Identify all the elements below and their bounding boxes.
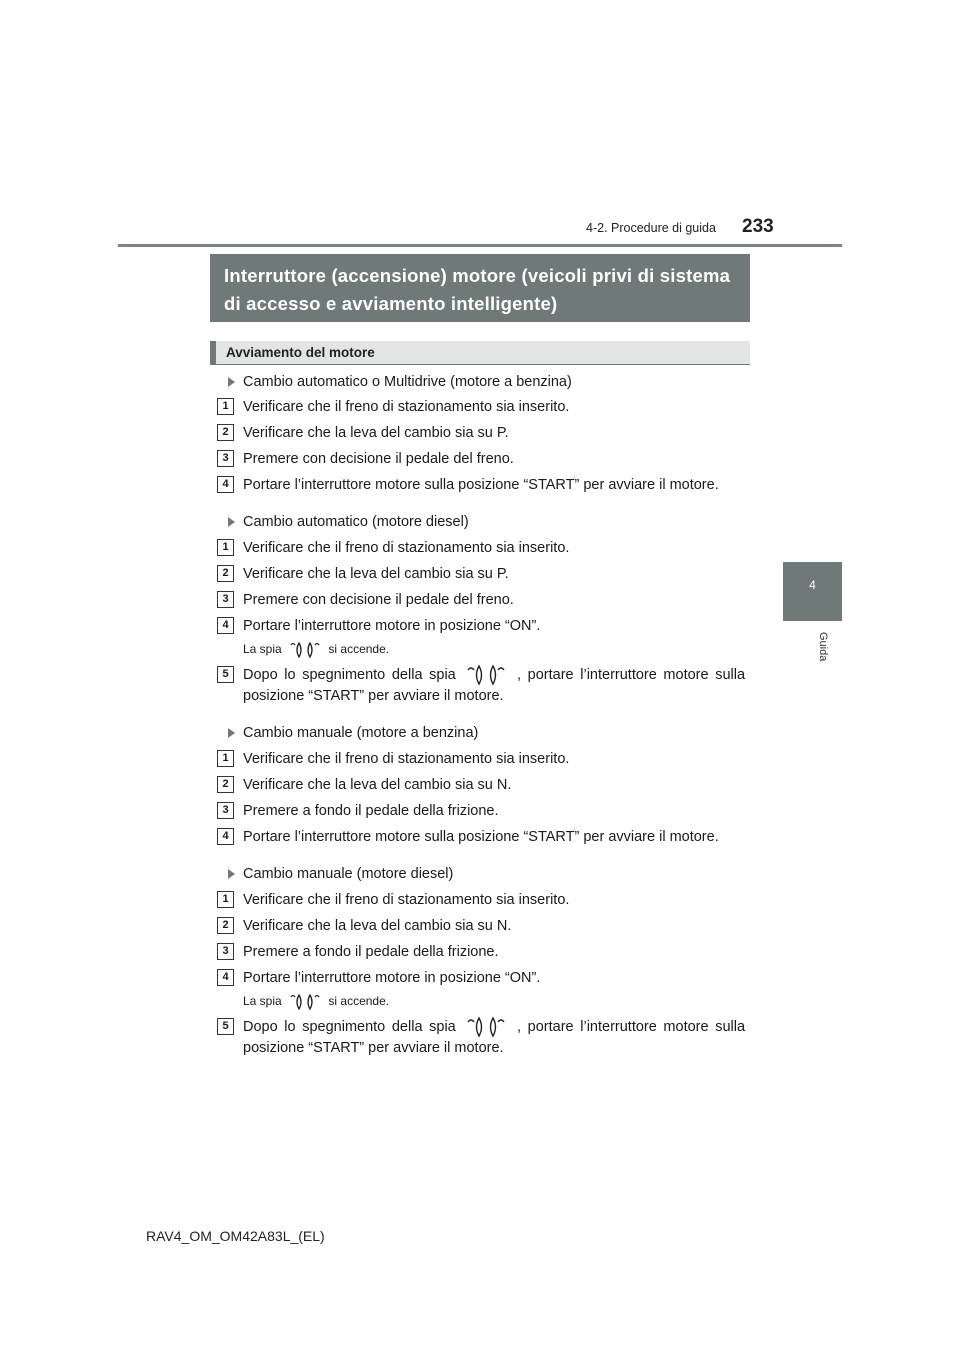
group-title: Cambio automatico (motore diesel) [243,512,750,532]
step-text: Premere a fondo il pedale della frizione. [243,803,499,819]
step-text: Premere con decisione il pedale del freno. [243,451,514,467]
step-text: Portare l’interruttore motore sulla posizione “START” per avviare il motore. [243,829,719,845]
glow-plug-indicator-icon [289,641,321,659]
group-title: Cambio manuale (motore a benzina) [243,723,750,743]
note-before: La spia [243,994,282,1008]
note-text [243,992,389,1011]
page-title: Interruttore (accensione) motore (veicoli privi di sistema di accesso e avviamento intelligente) [210,254,750,322]
chapter-tab-label: Guida [817,632,829,662]
step-text: Portare l’interruttore motore in posizione “ON”. [243,618,541,634]
step-number: 3 [217,802,234,819]
section-label: 4-2. Procedure di guida [586,221,716,235]
group-title: Cambio automatico o Multidrive (motore a benzina) [243,372,750,392]
note-text [243,640,389,659]
step-number: 3 [217,450,234,467]
step-number: 4 [217,969,234,986]
note-before: La spia [243,642,282,656]
step-text: Verificare che la leva del cambio sia su P. [243,425,509,441]
step5-before: Dopo lo spegnimento della spia [243,1018,456,1035]
step-number: 1 [217,539,234,556]
step-text: Verificare che il freno di stazionamento sia inserito. [243,540,570,556]
step-text: Portare l’interruttore motore in posizione “ON”. [243,970,541,986]
note-after: si accende. [328,994,390,1008]
step-number: 2 [217,424,234,441]
step5-after: , portare l’interruttore motore sulla posizione “START” per avviare il motore. [243,666,746,704]
step-text: Verificare che il freno di stazionamento sia inserito. [243,751,570,767]
chapter-tab-number: 4 [809,578,816,592]
glow-plug-indicator-icon [289,993,321,1011]
header-rule [118,244,842,247]
step5-after: , portare l’interruttore motore sulla posizione “START” per avviare il motore. [243,1018,746,1056]
step-text: Verificare che la leva del cambio sia su P. [243,566,509,582]
step-number: 4 [217,828,234,845]
step5-before: Dopo lo spegnimento della spia [243,666,456,683]
step-number: 3 [217,591,234,608]
glow-plug-indicator-icon [466,664,506,686]
step-text: Premere con decisione il pedale del freno. [243,592,514,608]
step-number: 5 [217,1018,234,1035]
step-number: 5 [217,666,234,683]
page-number: 233 [742,216,774,237]
step-text [243,664,745,707]
section-subheading: Avviamento del motore [210,341,750,365]
glow-plug-indicator-icon [466,1016,506,1038]
document-code: RAV4_OM_OM42A83L_(EL) [146,1228,325,1244]
chapter-tab[interactable] [783,562,842,621]
step-number: 2 [217,917,234,934]
step-number: 2 [217,565,234,582]
step-number: 4 [217,476,234,493]
step-number: 1 [217,398,234,415]
step-number: 1 [217,750,234,767]
step-number: 3 [217,943,234,960]
step-number: 4 [217,617,234,634]
step-text [243,1016,745,1059]
step-number: 1 [217,891,234,908]
step-text: Verificare che il freno di stazionamento sia inserito. [243,399,570,415]
step-text: Premere a fondo il pedale della frizione. [243,944,499,960]
step-number: 2 [217,776,234,793]
step-text: Verificare che la leva del cambio sia su N. [243,777,512,793]
step-text: Verificare che il freno di stazionamento sia inserito. [243,892,570,908]
step-text: Verificare che la leva del cambio sia su N. [243,918,512,934]
step-text: Portare l’interruttore motore sulla posizione “START” per avviare il motore. [243,477,719,493]
note-after: si accende. [328,642,390,656]
group-title: Cambio manuale (motore diesel) [243,864,750,884]
